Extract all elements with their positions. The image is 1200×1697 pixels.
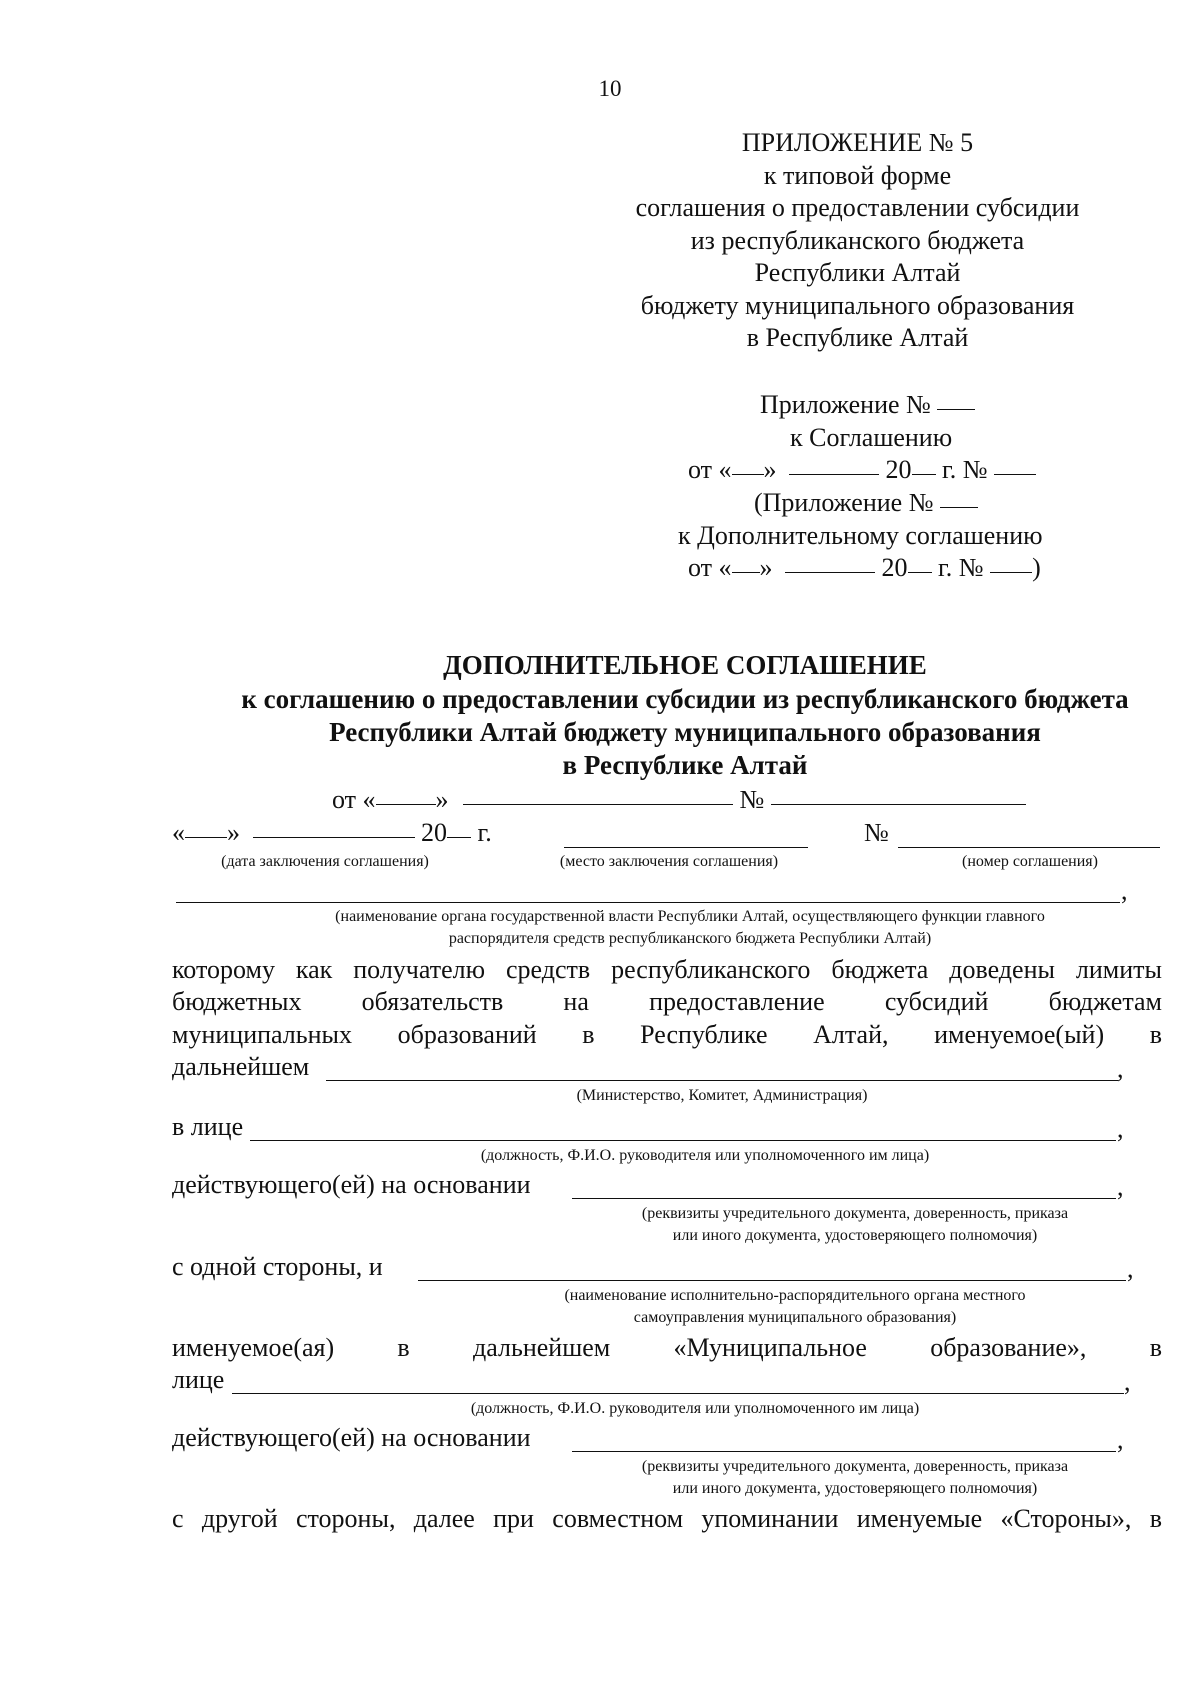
caption-number: (номер соглашения) xyxy=(962,853,1098,870)
caption-authority: (наименование органа государственной власти Республики Алтай, осуществляющего функции главного xyxy=(335,908,1045,925)
caption-basis: (реквизиты учредительного документа, доверенность, приказа xyxy=(641,1205,1069,1222)
basis-field-2[interactable] xyxy=(572,1451,1116,1452)
quote: « xyxy=(172,818,185,847)
body-text-line: муниципальных образований в Республике Алтай, именуемое(ый) в xyxy=(172,1020,1162,1049)
appendix-line: бюджету муниципального образования xyxy=(640,291,1075,320)
caption-position: (должность, Ф.И.О. руководителя или уполномоченного им лица) xyxy=(470,1400,920,1417)
appendix-title: ПРИЛОЖЕНИЕ № 5 xyxy=(741,128,974,157)
heading-line: к соглашению о предоставлении субсидии из республиканского бюджета xyxy=(241,684,1129,714)
ref-text: » xyxy=(759,553,773,582)
caption-local: (наименование исполнительно-распорядительного органа местного xyxy=(564,1287,1026,1304)
body-text-line: дальнейшем xyxy=(172,1052,310,1081)
heading-from-line xyxy=(332,785,1026,815)
ref-date-line xyxy=(688,455,1036,485)
position-field-2[interactable] xyxy=(232,1393,1124,1394)
blank-field[interactable] xyxy=(785,572,875,573)
number-sign-2: № xyxy=(864,818,889,847)
appendix-line: к типовой форме xyxy=(763,161,952,190)
authority-name-field[interactable] xyxy=(176,902,1120,903)
ref-text: от « xyxy=(688,553,732,582)
heading-line: в Республике Алтай xyxy=(562,750,808,780)
body-text-line: именуемое(ая) в дальнейшем «Муниципальное образование», в xyxy=(172,1333,1162,1362)
blank-field[interactable] xyxy=(376,804,436,805)
blank-field[interactable] xyxy=(732,474,764,475)
page-number: 10 xyxy=(598,76,622,101)
appendix-line: соглашения о предоставлении субсидии xyxy=(635,193,1080,222)
blank-field[interactable] xyxy=(912,474,936,475)
from-text: » xyxy=(435,785,449,814)
number-sign: № xyxy=(739,785,765,814)
blank-field[interactable] xyxy=(253,837,415,838)
comma: , xyxy=(1117,1114,1124,1143)
appendix-line: из республиканского бюджета xyxy=(690,226,1025,255)
heading-title: ДОПОЛНИТЕЛЬНОЕ СОГЛАШЕНИЕ xyxy=(443,650,927,680)
agreement-number-field[interactable] xyxy=(898,847,1160,848)
blank-field[interactable] xyxy=(771,804,1026,805)
caption-basis: или иного документа, удостоверяющего полномочия) xyxy=(672,1480,1038,1497)
place-field[interactable] xyxy=(564,847,808,848)
body-text-line: с одной стороны, и xyxy=(172,1252,383,1281)
ref-text: 20 xyxy=(885,455,912,484)
year-suffix: г. xyxy=(477,818,492,847)
agreement-date-line xyxy=(172,818,492,848)
ref-to-additional: к Дополнительному соглашению xyxy=(678,521,1043,550)
basis-field[interactable] xyxy=(572,1198,1116,1199)
caption-basis: (реквизиты учредительного документа, доверенность, приказа xyxy=(641,1458,1069,1475)
caption-local: самоуправления муниципального образования) xyxy=(633,1309,957,1326)
year-text: 20 xyxy=(421,818,447,847)
comma: , xyxy=(1117,1172,1124,1201)
body-text-line: с другой стороны, далее при совместном упоминании именуемые «Стороны», в xyxy=(172,1504,1162,1533)
blank-field[interactable] xyxy=(990,572,1032,573)
ref-text: » xyxy=(763,455,777,484)
body-text-line: в лице xyxy=(172,1112,244,1141)
ref-text: г. № xyxy=(942,455,988,484)
comma: , xyxy=(1117,1054,1124,1083)
ref-text: Приложение № xyxy=(760,390,931,419)
comma: , xyxy=(1127,1254,1134,1283)
blank-field[interactable] xyxy=(940,507,978,508)
from-text: от « xyxy=(332,785,376,814)
position-field[interactable] xyxy=(250,1140,1116,1141)
body-text-line: бюджетных обязательств на предоставление субсидий бюджетам xyxy=(172,987,1162,1016)
ref-text: ) xyxy=(1032,553,1041,582)
appendix-line: Республики Алтай xyxy=(754,258,961,287)
ministry-field[interactable] xyxy=(326,1080,1118,1081)
caption-authority: распорядителя средств республиканского бюджета Республики Алтай) xyxy=(448,930,932,947)
ref-date-line-2 xyxy=(688,553,1041,583)
ref-text: (Приложение № xyxy=(754,488,934,517)
appendix-line: в Республике Алтай xyxy=(746,323,969,352)
blank-field[interactable] xyxy=(732,572,760,573)
blank-field[interactable] xyxy=(789,474,879,475)
blank-field[interactable] xyxy=(937,409,975,410)
caption-place: (место заключения соглашения) xyxy=(559,853,779,870)
body-text-line: действующего(ей) на основании xyxy=(172,1170,531,1199)
caption-date: (дата заключения соглашения) xyxy=(221,853,429,870)
local-authority-field[interactable] xyxy=(418,1280,1126,1281)
ref-to-agreement: к Соглашению xyxy=(790,423,953,452)
blank-field[interactable] xyxy=(185,837,227,838)
comma: , xyxy=(1117,1425,1124,1454)
blank-field[interactable] xyxy=(994,474,1036,475)
blank-field[interactable] xyxy=(908,572,932,573)
ref-text: от « xyxy=(688,455,732,484)
comma: , xyxy=(1124,1367,1131,1396)
caption-basis: или иного документа, удостоверяющего полномочия) xyxy=(672,1227,1038,1244)
ref-text: г. № xyxy=(938,553,984,582)
heading-line: Республики Алтай бюджету муниципального образования xyxy=(329,717,1041,747)
ref-text: 20 xyxy=(881,553,908,582)
body-text-line: лице xyxy=(172,1365,225,1394)
comma: , xyxy=(1121,876,1128,905)
blank-field[interactable] xyxy=(447,837,471,838)
body-text-line: действующего(ей) на основании xyxy=(172,1423,531,1452)
caption-ministry: (Министерство, Комитет, Администрация) xyxy=(576,1087,868,1104)
ref-appendix-number xyxy=(760,390,975,420)
quote: » xyxy=(227,818,240,847)
body-text-line: которому как получателю средств республиканского бюджета доведены лимиты xyxy=(172,955,1162,984)
blank-field[interactable] xyxy=(463,804,733,805)
caption-position: (должность, Ф.И.О. руководителя или уполномоченного им лица) xyxy=(480,1147,930,1164)
ref-additional-appendix xyxy=(754,488,978,518)
